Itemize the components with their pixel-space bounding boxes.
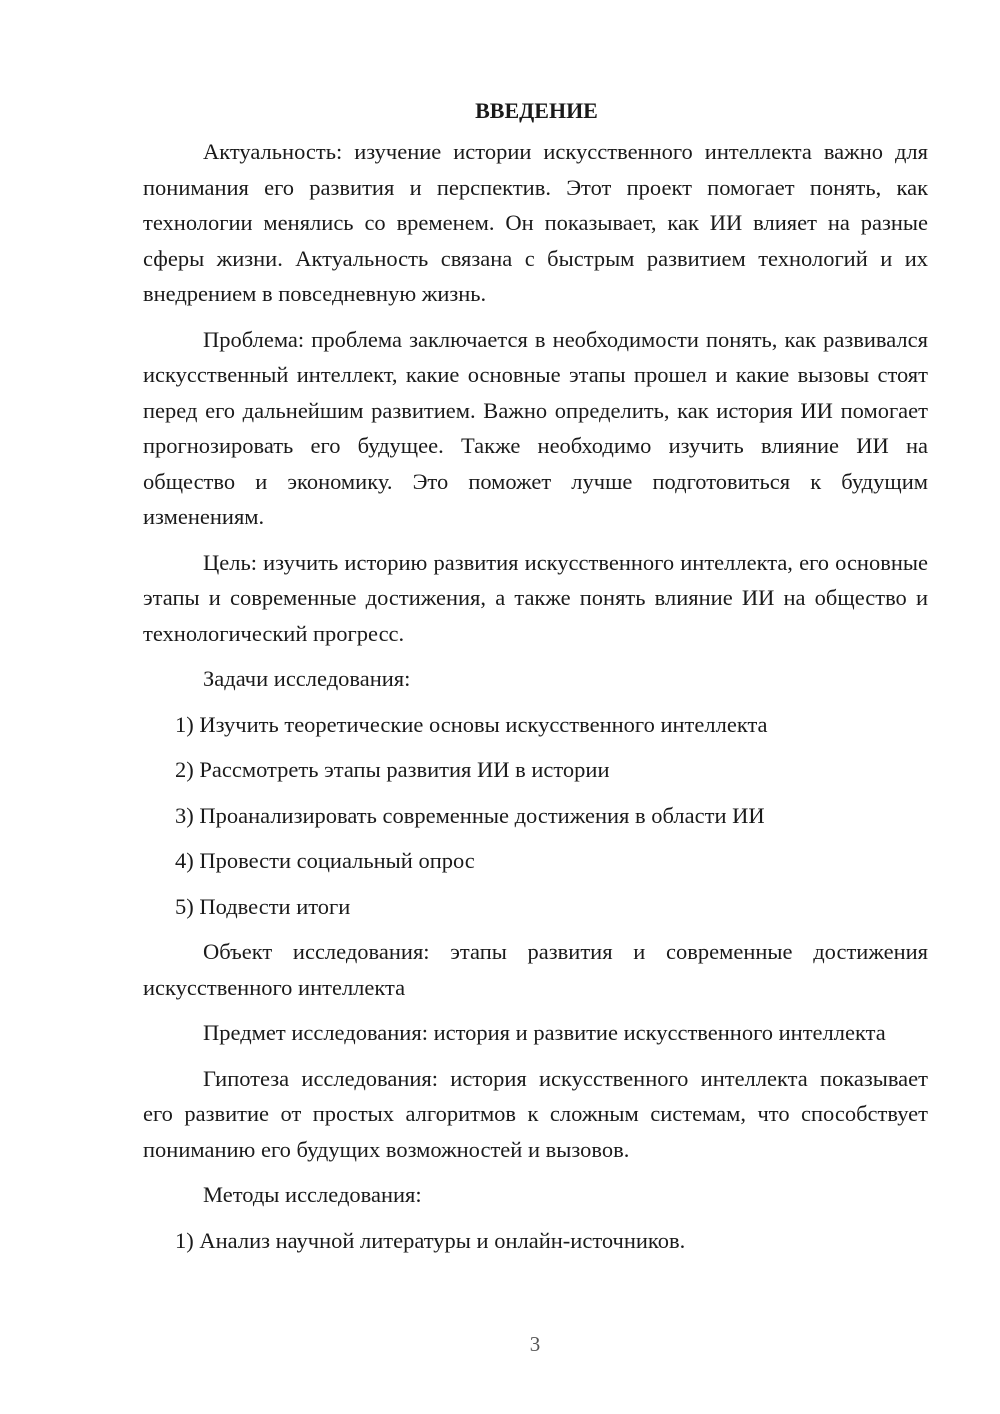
method-item: 1) Анализ научной литературы и онлайн-источников. (175, 1227, 686, 1253)
methods-heading: Методы исследования: (203, 1182, 422, 1207)
hypothesis-paragraph: Гипотеза исследования: история искусственного интеллекта показывает его развитие от простых алгоритмов к сложным системам, что способствует пониманию его будущих возможностей и вызовов. (143, 1065, 928, 1162)
task-item: 2) Рассмотреть этапы развития ИИ в истории (175, 757, 610, 782)
task-item: 4) Провести социальный опрос (175, 848, 475, 873)
object-paragraph: Объект исследования: этапы развития и современные достижения искусственного интеллекта (143, 939, 928, 1000)
goal-paragraph: Цель: изучить историю развития искусственного интеллекта, его основные этапы и современные достижения, а также понять влияние ИИ на общество и технологический прогресс. (143, 549, 928, 646)
relevance-paragraph: Актуальность: изучение истории искусственного интеллекта важно для понимания его развития и перспектив. Этот проект помогает понять, как технологии менялись со временем. Он показывает, как ИИ влияет на разные сферы жизни. Актуальность связана с быстрым развитием технологий и их внедрением в повседневную жизнь. (143, 139, 928, 306)
subject-paragraph: Предмет исследования: история и развитие искусственного интеллекта (203, 1020, 886, 1045)
task-item: 3) Проанализировать современные достижения в области ИИ (175, 802, 765, 828)
page-title: ВВЕДЕНИЕ (475, 98, 598, 123)
problem-paragraph: Проблема: проблема заключается в необходимости понять, как развивался искусственный интеллект, какие основные этапы прошел и какие вызовы стоят перед его дальнейшим развитием. Важно определить, как история ИИ помогает прогнозировать его будущее. Также необходимо изучить влияние ИИ на общество и экономику. Это поможет лучше подготовиться к будущим изменениям. (143, 326, 928, 529)
task-item: 1) Изучить теоретические основы искусственного интеллекта (175, 711, 768, 737)
tasks-heading: Задачи исследования: (203, 666, 411, 691)
task-item: 5) Подвести итоги (175, 893, 351, 919)
page-content (143, 93, 928, 1268)
page-number: 3 (529, 1332, 541, 1356)
